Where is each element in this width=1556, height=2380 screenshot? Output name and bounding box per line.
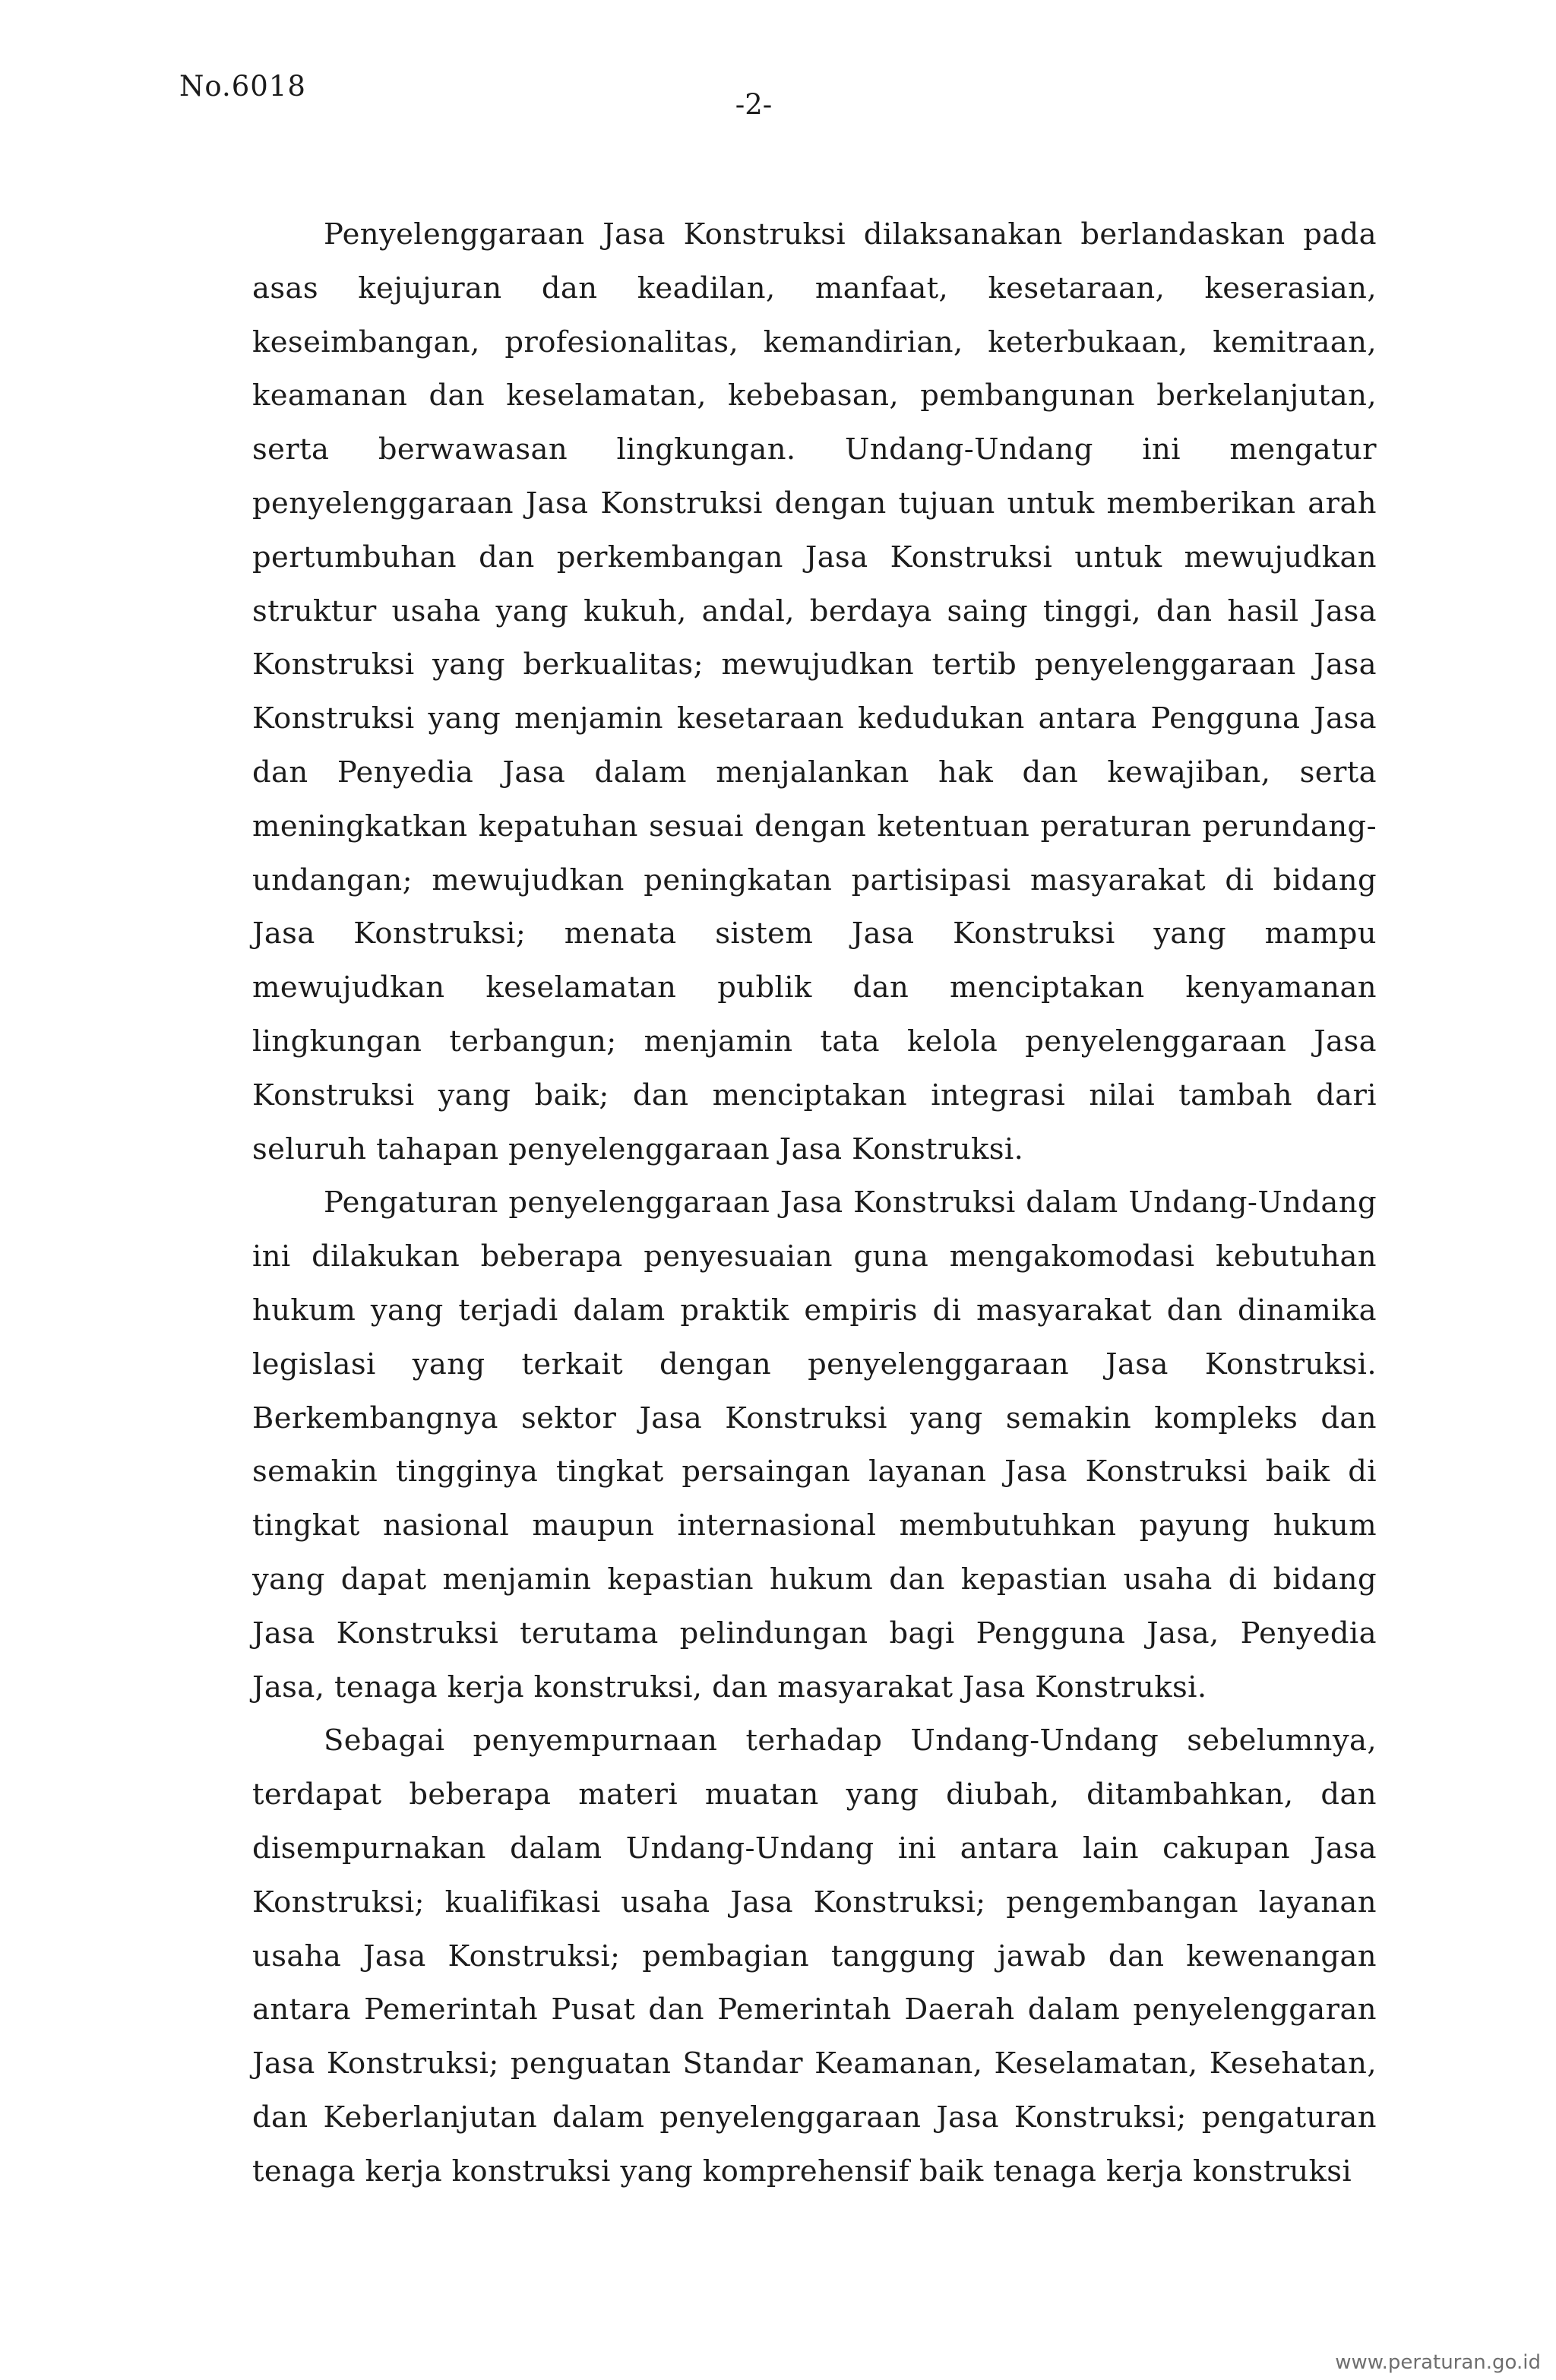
document-number: No.6018: [179, 70, 306, 103]
body-text: [252, 208, 1377, 2198]
page-number: -2-: [735, 88, 773, 121]
paragraph: Sebagai penyempurnaan terhadap Undang-Undang sebelumnya, terdapat beberapa materi muatan yang diubah, ditambahkan, dan disempurnakan dalam Undang-Undang ini antara lain cakupan Jasa Konstruksi; kualifikasi usaha Jasa Konstruksi; pengembangan layanan usaha Jasa Konstruksi; pembagian tanggung jawab dan kewenangan antara Pemerintah Pusat dan Pemerintah Daerah dalam penyelenggaran Jasa Konstruksi; penguatan Standar Keamanan, Keselamatan, Kesehatan, dan Keberlanjutan dalam penyelenggaraan Jasa Konstruksi; pengaturan tenaga kerja konstruksi yang komprehensif baik tenaga kerja konstruksi: [252, 1723, 1377, 2189]
footer-url: www.peraturan.go.id: [1335, 2351, 1541, 2374]
paragraph: Penyelenggaraan Jasa Konstruksi dilaksanakan berlandaskan pada asas kejujuran dan keadilan, manfaat, kesetaraan, keserasian, keseimbangan, profesionalitas, kemandirian, keterbukaan, kemitraan, keamanan dan keselamatan, kebebasan, pembangunan berkelanjutan, serta berwawasan lingkungan. Undang-Undang ini mengatur penyelenggaraan Jasa Konstruksi dengan tujuan untuk memberikan arah pertumbuhan dan perkembangan Jasa Konstruksi untuk mewujudkan struktur usaha yang kukuh, andal, berdaya saing tinggi, dan hasil Jasa Konstruksi yang berkualitas; mewujudkan tertib penyelenggaraan Jasa Konstruksi yang menjamin kesetaraan kedudukan antara Pengguna Jasa dan Penyedia Jasa dalam menjalankan hak dan kewajiban, serta meningkatkan kepatuhan sesuai dengan ketentuan peraturan perundang-undangan; mewujudkan peningkatan partisipasi masyarakat di bidang Jasa Konstruksi; menata sistem Jasa Konstruksi yang mampu mewujudkan keselamatan publik dan menciptakan kenyamanan lingkungan terbangun; menjamin tata kelola penyelenggaraan Jasa Konstruksi yang baik; dan menciptakan integrasi nilai tambah dari seluruh tahapan penyelenggaraan Jasa Konstruksi.: [252, 217, 1377, 1166]
paragraph: Pengaturan penyelenggaraan Jasa Konstruksi dalam Undang-Undang ini dilakukan beberapa penyesuaian guna mengakomodasi kebutuhan hukum yang terjadi dalam praktik empiris di masyarakat dan dinamika legislasi yang terkait dengan penyelenggaraan Jasa Konstruksi. Berkembangnya sektor Jasa Konstruksi yang semakin kompleks dan semakin tingginya tingkat persaingan layanan Jasa Konstruksi baik di tingkat nasional maupun internasional membutuhkan payung hukum yang dapat menjamin kepastian hukum dan kepastian usaha di bidang Jasa Konstruksi terutama pelindungan bagi Pengguna Jasa, Penyedia Jasa, tenaga kerja konstruksi, dan masyarakat Jasa Konstruksi.: [252, 1185, 1377, 1704]
